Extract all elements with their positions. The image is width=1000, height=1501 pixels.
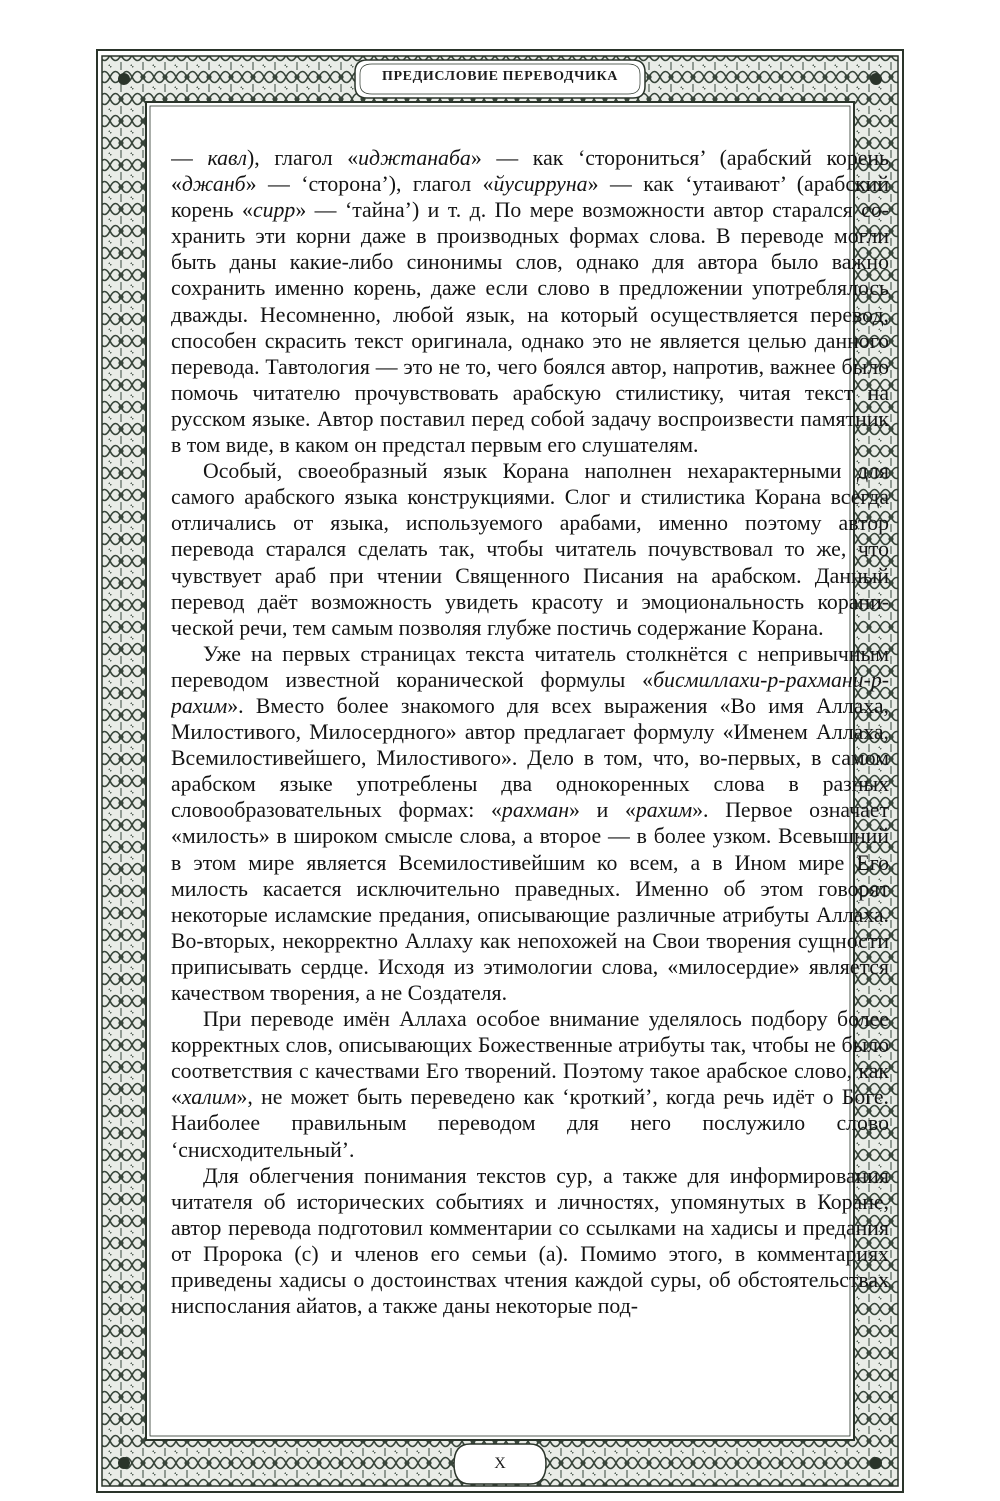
italic-term: джанб [181, 172, 246, 197]
italic-term: бисмиллахи-р-рахмани-р-рахим [171, 667, 889, 718]
text-run: » — как ‘сторониться’ (арабский корень « [171, 146, 889, 197]
italic-term: рахим [635, 798, 693, 823]
text-run: » — ‘тайна’) и т. д. По мере возможности автор старался сохранить эти корни даже в производных формах слова. В переводе могли быть даны какие-либо синонимы слов, однако для автора было важно сохранить именно корень, даже если слово в предложении употреблялось дважды. Несомненно, любой язык, на который осуществляется перевод, способен скрасить текст оригинала, однако это не является целью данного перевода. Тавтология — это не то, чего боялся автор, напротив, важнее было помочь читателю прочувствовать арабскую стилистику, читая текст на русском языке. Автор поставил перед собой задачу воспроизвести памятник в том виде, в каком он предстал первым его слушателям. [171, 198, 889, 458]
text-run: Для облегчения понимания текстов сур, а также для информирования читателя об исторических событиях и личностях, упомянутых в Коране, автор перевода подготовил комментарии со ссылками на хадисы и предания от Пророка (с) и членов его семьи (а). Помимо этого, в комментариях приведены хадисы о достоинствах чтения каждой суры, об обстоятельствах ниспослания айатов, а также даны некоторые под- [171, 1163, 889, 1319]
running-header: ПРЕДИСЛОВИЕ ПЕРЕВОДЧИКА [382, 69, 618, 84]
text-run: При переводе имён Аллаха особое внимание уделялось подбору более корректных слов, описывающих Божественные атрибуты так, чтобы не было соответствия с качествами Его творений. Поэтому такое арабское слово, как « [171, 1007, 889, 1110]
italic-term: сирр [252, 198, 296, 223]
text-run: » — как ‘утаивают’ (арабский корень « [171, 172, 889, 223]
italic-term: рахман [501, 798, 570, 823]
text-run: » и « [569, 798, 636, 823]
italic-term: иджтанаба [358, 146, 471, 170]
paragraph [171, 1163, 889, 1320]
body-text [171, 145, 889, 1400]
paragraph [171, 145, 889, 458]
italic-term: кавл [207, 146, 247, 170]
paragraph [171, 458, 889, 641]
italic-term: йусирруна [493, 172, 588, 197]
text-run: ». Вместо более знакомого для всех выражения «Во имя Аллаха, Милостивого, Милосердного» автор предлагает формулу «Именем Аллаха, Всемилостивейшего, Милостивого». Дело в том, что, во-первых, в самом арабском языке употреблены два однокоренных слова в разных словообразовательных формах: « [171, 693, 889, 823]
text-run: Уже на первых страницах текста читатель столкнётся с непривычным переводом известной коранической формулы « [171, 641, 889, 692]
paragraph [171, 641, 889, 1006]
text-run: Особый, своеобразный язык Корана наполнен нехарактерными для самого арабского языка конструкциями. Слог и стилистика Корана всегда отличались от языка, используемого арабами, именно поэтому автор перевода старался сделать так, чтобы читатель почувствовал то же, что чувствует араб при чтении Священного Писания на арабском. Данный перевод даёт возможность увидеть красоту и эмоциональность коранической речи, тем самым позволяя глубже постичь содержание Корана. [171, 459, 889, 640]
text-run: ». Первое означает «милость» в широком смысле слова, а второе — в более узком. Всевышний в этом мире является Всемилостивейшим ко всем, а в Ином мире Его милость касается исключительно праведных. Именно об этом говорят некоторые исламские предания, описывающие различные атрибуты Аллаха. Во-вторых, некорректно Аллаху как непохожей на Свои творения сущности приписывать сердце. Исходя из этимологии слова, «милосердие» является качеством творения, а не Создателя. [171, 798, 889, 1005]
paragraph [171, 1006, 889, 1163]
page-number: X [494, 1455, 506, 1472]
text-run: ), глагол « [246, 146, 359, 170]
italic-term: халим [181, 1085, 237, 1110]
text-run: — [171, 146, 208, 170]
text-run: » — ‘сторона’), глагол « [245, 172, 494, 197]
text-run: », не может быть переведено как ‘кроткий’, когда речь идёт о Боге. Наиболее правильным переводом для него послужило слово ‘снисходительный’. [171, 1085, 889, 1162]
